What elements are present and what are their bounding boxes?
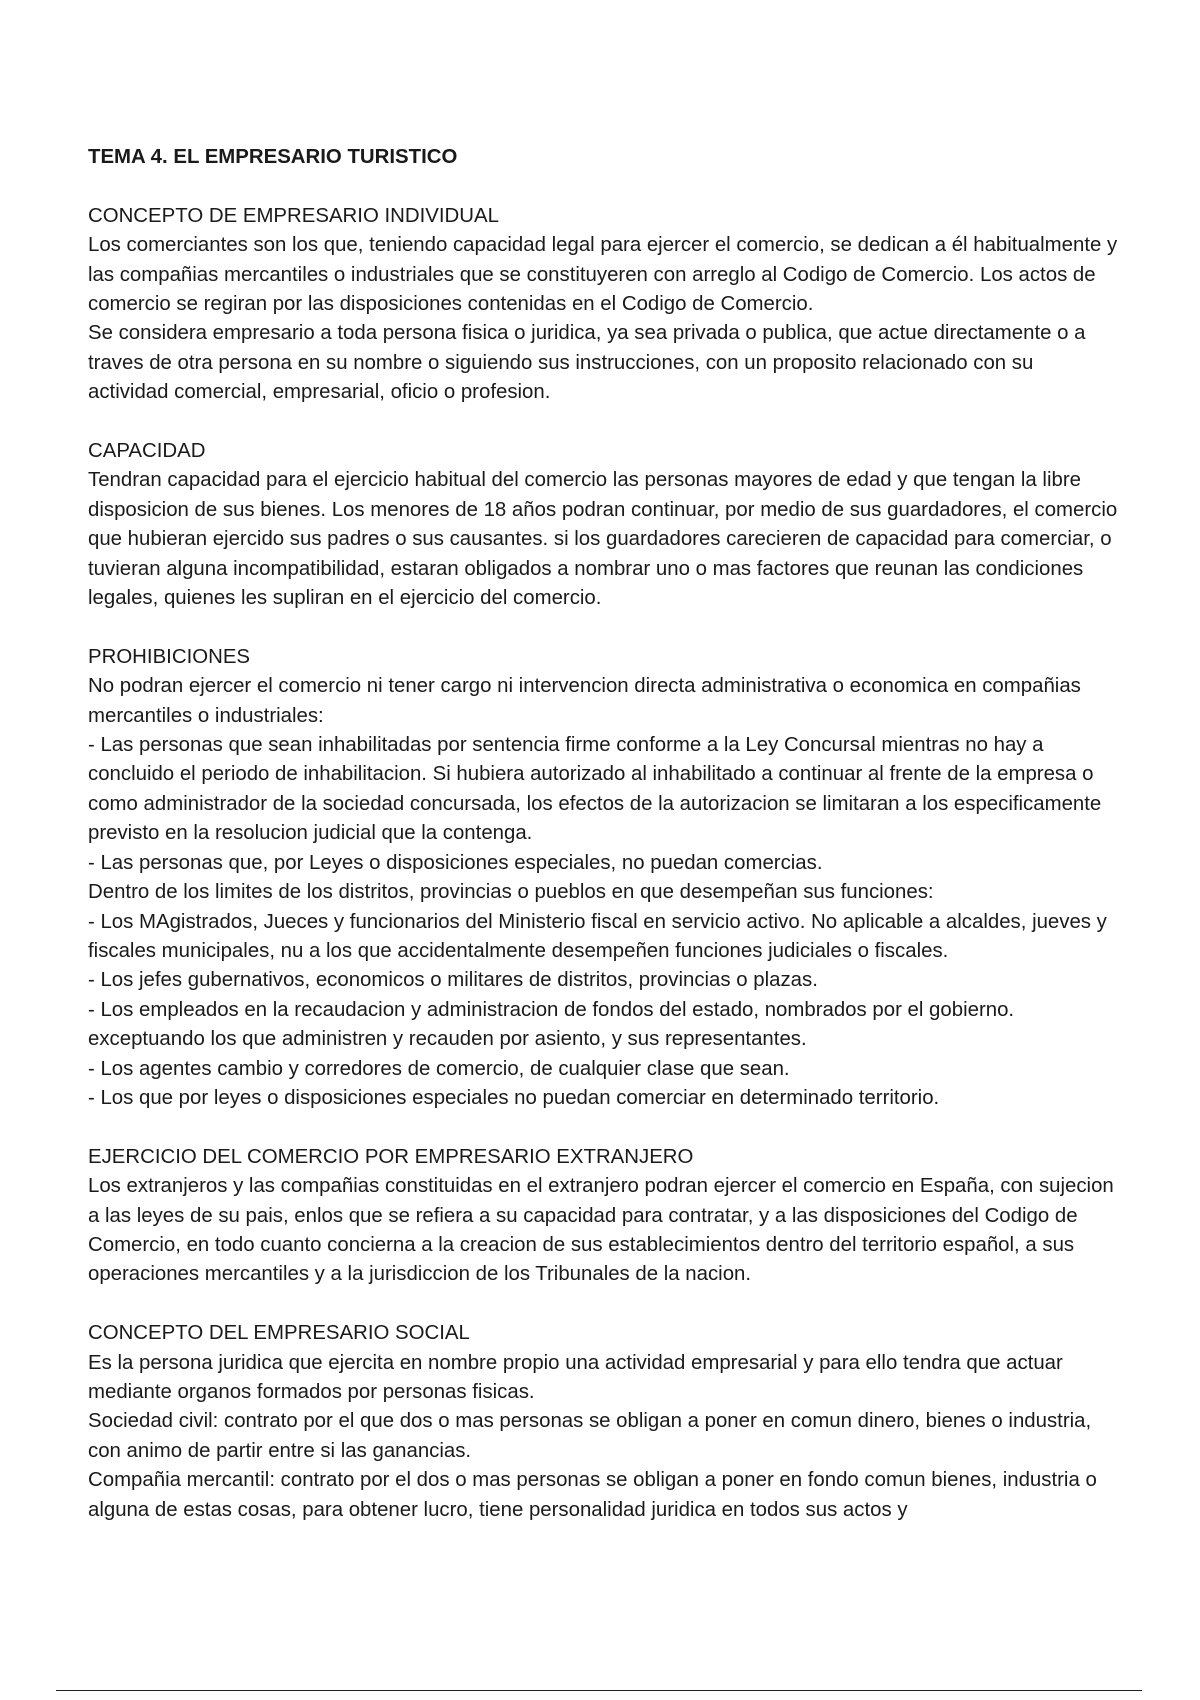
paragraph: Los comerciantes son los que, teniendo capacidad legal para ejercer el comercio, se dedican a él habitualmente y las compañias mercantiles o industriales que se constituyeren con arreglo al Codigo de Comercio. Los actos de comercio se regiran por las disposiciones contenidas en el Codigo de Comercio. bbox=[88, 234, 1118, 316]
section-heading: EJERCICIO DEL COMERCIO POR EMPRESARIO EXTRANJERO bbox=[88, 1145, 694, 1168]
paragraph: Tendran capacidad para el ejercicio habitual del comercio las personas mayores de edad y que tengan la libre disposicion de sus bienes. Los menores de 18 años podran continuar, por medio de sus guardadores, el comercio que hubieran ejercido sus padres o sus causantes. si los guardadores carecieren de capacidad para comerciar, o tuvieran alguna incompatibilidad, estaran obligados a nombrar uno o mas factores que reunan las condiciones legales, quienes les supliran en el ejercicio del comercio. bbox=[88, 469, 1118, 610]
paragraph: Los extranjeros y las compañias constituidas en el extranjero podran ejercer el comercio en España, con sujecion a las leyes de su pais, enlos que se refiera a su capacidad para contratar, y a las disposiciones del Codigo de Comercio, en todo cuanto concierna a la creacion de sus establecimientos dentro del territorio español, a sus operaciones mercantiles y a la jurisdiccion de los Tribunales de la nacion. bbox=[88, 1175, 1114, 1286]
paragraph: Sociedad civil: contrato por el que dos o mas personas se obligan a poner en comun dinero, bienes o industria, con animo de partir entre si las ganancias. bbox=[88, 1410, 1092, 1462]
section-concepto-empresario-individual bbox=[88, 202, 1118, 408]
paragraph: Dentro de los limites de los distritos, provincias o pueblos en que desempeñan sus funciones: bbox=[88, 881, 934, 904]
list-item: - Las personas que sean inhabilitadas por sentencia firme conforme a la Ley Concursal mientras no hay a concluido el periodo de inhabilitacion. Si hubiera autorizado al inhabilitado a continuar al frente de la empresa o como administrador de la sociedad concursada, los efectos de la autorizacion se limitaran a los especificamente previsto en la resolucion judicial que la contenga. bbox=[88, 734, 1102, 845]
section-prohibiciones bbox=[88, 643, 1118, 1114]
footer-divider bbox=[56, 1690, 1142, 1691]
list-item: - Los jefes gubernativos, economicos o militares de distritos, provincias o plazas. bbox=[88, 969, 818, 992]
paragraph: Se considera empresario a toda persona fisica o juridica, ya sea privada o publica, que actue directamente o a traves de otra persona en su nombre o siguiendo sus instrucciones, con un proposito relacionado con su actividad comercial, empresarial, oficio o profesion. bbox=[88, 322, 1086, 404]
paragraph: No podran ejercer el comercio ni tener cargo ni intervencion directa administrativa o economica en compañias mercantiles o industriales: bbox=[88, 675, 1081, 727]
list-item: - Los empleados en la recaudacion y administracion de fondos del estado, nombrados por el gobierno. exceptuando los que administren y recauden por asiento, y sus representantes. bbox=[88, 998, 1015, 1051]
list-item: - Los que por leyes o disposiciones especiales no puedan comerciar en determinado territorio. bbox=[88, 1086, 940, 1109]
document-title: TEMA 4. EL EMPRESARIO TURISTICO bbox=[88, 146, 458, 168]
section-empresario-social bbox=[88, 1319, 1118, 1525]
section-heading: CONCEPTO DE EMPRESARIO INDIVIDUAL bbox=[88, 204, 499, 227]
section-heading: CAPACIDAD bbox=[88, 440, 206, 463]
list-item: - Los MAgistrados, Jueces y funcionarios del Ministerio fiscal en servicio activo. No aplicable a alcaldes, jueves y fiscales municipales, nu a los que accidentalmente desempeñen funciones judiciales o fiscales. bbox=[88, 910, 1107, 962]
section-empresario-extranjero bbox=[88, 1143, 1118, 1290]
list-item: - Los agentes cambio y corredores de comercio, de cualquier clase que sean. bbox=[88, 1057, 790, 1080]
section-heading: PROHIBICIONES bbox=[88, 645, 251, 668]
document-page bbox=[88, 143, 1118, 1525]
section-heading: CONCEPTO DEL EMPRESARIO SOCIAL bbox=[88, 1322, 470, 1345]
paragraph: Es la persona juridica que ejercita en nombre propio una actividad empresarial y para ello tendra que actuar mediante organos formados por personas fisicas. bbox=[88, 1351, 1063, 1403]
list-item: - Las personas que, por Leyes o disposiciones especiales, no puedan comercias. bbox=[88, 851, 823, 874]
section-capacidad bbox=[88, 437, 1118, 613]
paragraph: Compañia mercantil: contrato por el dos o mas personas se obligan a poner en fondo comun bienes, industria o alguna de estas cosas, para obtener lucro, tiene personalidad juridica en todos sus actos y bbox=[88, 1469, 1097, 1521]
